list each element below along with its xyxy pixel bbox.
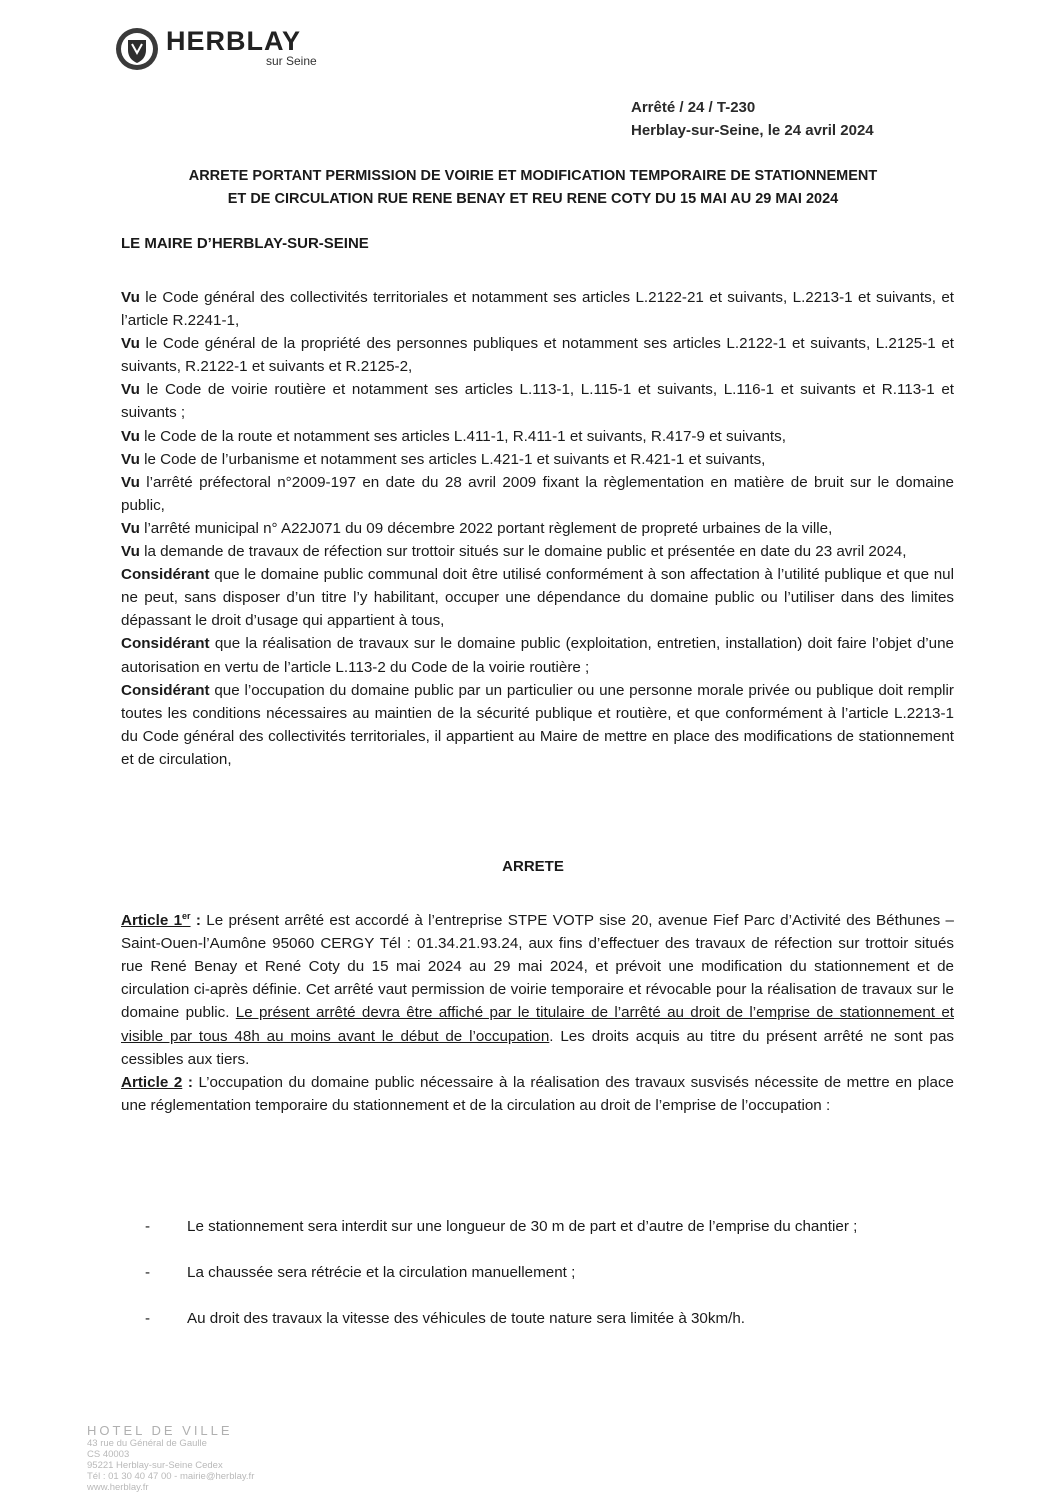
city-logo: [114, 26, 317, 72]
visa-item: Considérant que le domaine public communal doit être utilisé conformément à son affectation à l’utilité publique et que nul ne peut, sans disposer d’un titre l’y habilitant, occuper une dépendance du domaine public ou l’utiliser dans des limites dépassant le droit d’usage qui appartient à tous,: [121, 566, 954, 630]
measures-list: [145, 1215, 955, 1353]
article-2-label: Article 2: [121, 1073, 183, 1091]
list-item: - Au droit des travaux la vitesse des véhicules de toute nature sera limitée à 30km/h.: [145, 1310, 746, 1328]
title-line-1: ARRETE PORTANT PERMISSION DE VOIRIE ET MODIFICATION TEMPORAIRE DE STATIONNEMENT: [188, 168, 878, 184]
list-item: - La chaussée sera rétrécie et la circulation manuellement ;: [145, 1264, 576, 1282]
article-1: Article 1er : Le présent arrêté est accordé à l’entreprise STPE VOTP sise 20, avenue Fief Parc d’Activité des Béthunes – Saint-Ouen-l’Aumône 95060 CERGY Tél : 01.34.21.93.24, aux fins d’effectuer des travaux de réfection sur trottoir situés rue René Benay et René Coty du 15 mai 2024 au 29 mai 2024, et prévoit une modification du stationnement et de circulation ci-après définie. Cet arrêté vaut permission de voirie temporaire et révocable pour la réalisation de travaux sur le domaine public. Le présent arrêté devra être affiché par le titulaire de l’arrêté au droit de l’emprise de stationnement et visible par tous 48h au moins avant le début de l’occupation. Les droits acquis au titre du présent arrêté ne sont pas cessibles aux tiers.: [121, 911, 954, 1068]
logo-subtitle: sur Seine: [266, 54, 317, 68]
title-line-2: ET DE CIRCULATION RUE RENE BENAY ET REU RENE COTY DU 15 MAI AU 29 MAI 2024: [227, 191, 839, 207]
footer-title: HOTEL DE VILLE: [87, 1423, 233, 1438]
visa-item: Vu le Code général de la propriété des personnes publiques et notamment ses articles L.2122-1 et suivants, L.2125-1 et suivants, R.2122-1 et suivants et R.2125-2,: [121, 335, 954, 376]
visa-item: Considérant que l’occupation du domaine public par un particulier ou une personne morale privée ou publique doit remplir toutes les conditions nécessaires au maintien de la sécurité publique et routière, et que conformément à l’article L.2213-1 du Code général des collectivités territoriales, il appartient au Maire de mettre en place des modifications de stationnement et de circulation,: [121, 681, 954, 768]
logo-name: HERBLAY: [166, 26, 302, 56]
visa-item: Vu le Code de l’urbanisme et notamment ses articles L.421-1 et suivants et R.421-1 et suivants,: [121, 450, 766, 468]
articles-section: [121, 905, 954, 1117]
visa-item: Considérant que la réalisation de travaux sur le domaine public (exploitation, entretien, installation) doit faire l’objet d’une autorisation en vertu de l’article L.113-2 du Code de la voirie routière ;: [121, 635, 954, 676]
visa-item: Vu l’arrêté préfectoral n°2009-197 en date du 28 avril 2009 fixant la règlementation en matière de bruit sur le domaine public,: [121, 473, 954, 514]
footer-address: HOTEL DE VILLE 43 rue du Général de Gaulle CS 40003 95221 Herblay-sur-Seine Cedex Tél : 01 30 40 47 00 - mairie@herblay.fr www.herblay.fr: [87, 1423, 255, 1493]
article-2: Article 2 : L’occupation du domaine public nécessaire à la réalisation des travaux susvisés nécessite de mettre en place une réglementation temporaire du stationnement et de la circulation au droit de l’emprise de l’occupation :: [121, 1073, 954, 1114]
article-1-text: Le présent arrêté est accordé à l’entreprise STPE VOTP sise 20, avenue Fief Parc d’Activité des Béthunes – Saint-Ouen-l’Aumône 95060 CERGY Tél : 01.34.21.93.24, aux fins d’effectuer des travaux de réfection sur trottoir situés rue René Benay et René Coty du 15 mai 2024 au 29 mai 2024, et prévoit une modification du stationnement et de circulation ci-après définie. Cet arrêté vaut permission de voirie temporaire et révocable pour la réalisation de travaux sur le domaine public.: [121, 912, 954, 1022]
place-date: Herblay-sur-Seine, le 24 avril 2024: [631, 122, 874, 139]
article-2-text: L’occupation du domaine public nécessaire à la réalisation des travaux susvisés nécessite de mettre en place une réglementation temporaire du stationnement et de la circulation au droit de l’emprise de l’occupation :: [121, 1073, 954, 1114]
document-title: [110, 165, 956, 211]
mayor-heading: LE MAIRE D’HERBLAY-SUR-SEINE: [121, 235, 369, 252]
visa-item: Vu l’arrêté municipal n° A22J071 du 09 décembre 2022 portant règlement de propreté urbaines de la ville,: [121, 519, 833, 537]
article-1-label: Article 1er: [121, 911, 191, 930]
arrete-heading: ARRETE: [502, 858, 564, 875]
visa-item: Vu le Code de voirie routière et notamment ses articles L.113-1, L.115-1 et suivants, L.116-1 et suivants et R.113-1 et suivants ;: [121, 381, 954, 422]
article-1-underlined: Le présent arrêté devra être affiché par le titulaire de l’arrêté au droit de l’emprise de stationnement et visible par tous 48h au moins avant le début de l’occupation: [121, 1004, 954, 1045]
city-seal-icon: [114, 26, 160, 72]
article-1-text-end: . Les droits acquis au titre du présent arrêté ne sont pas cessibles aux tiers.: [121, 1027, 954, 1068]
visas-section: [121, 286, 954, 771]
visa-item: Vu la demande de travaux de réfection sur trottoir situés sur le domaine public et présentée en date du 23 avril 2024,: [121, 543, 907, 561]
list-item: - Le stationnement sera interdit sur une longueur de 30 m de part et d’autre de l’emprise du chantier ;: [145, 1218, 858, 1235]
visa-item: Vu le Code de la route et notamment ses articles L.411-1, R.411-1 et suivants, R.417-9 et suivants,: [121, 427, 786, 445]
visa-item: Vu le Code général des collectivités territoriales et notamment ses articles L.2122-21 et suivants, L.2213-1 et suivants, et l’article R.2241-1,: [121, 289, 954, 330]
decree-number: Arrêté / 24 / T-230: [631, 99, 756, 116]
reference-block: [631, 96, 874, 142]
